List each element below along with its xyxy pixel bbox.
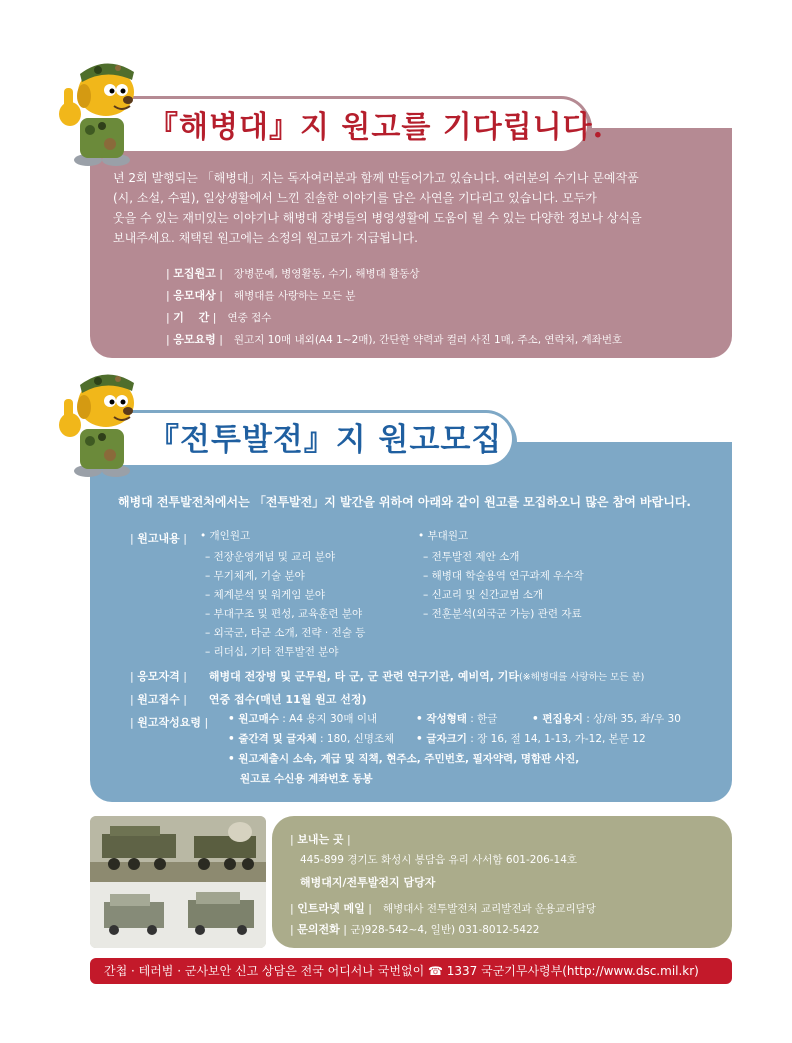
receipt-label: 원고접수 xyxy=(137,693,180,706)
email-value: 해병대사 전투발전처 교리발전과 운용교리담당 xyxy=(383,903,596,915)
military-vehicle-photos xyxy=(90,816,266,948)
personal-item: – 무기체계, 기술 분야 xyxy=(205,570,305,582)
unit-item: – 해병대 학술용역 연구과제 우수작 xyxy=(423,570,584,582)
security-report-text: 간첩 · 테러범 · 군사보안 신고 상담은 전국 어디서나 국번없이 ☎ 1337 국군기무사령부(http://www.dsc.mil.kr) xyxy=(104,964,699,978)
email-label: 인트라넷 메일 xyxy=(297,902,365,915)
phone-row: | 문의전화 | 군)928-542~4, 일반) 031-8012-5422 xyxy=(290,923,540,936)
info-value: 원고지 10매 내외(A4 1~2매), 간단한 약력과 컬러 사진 1매, 주소, 연락처, 계좌번호 xyxy=(233,334,623,346)
military-vehicle-photo-icon xyxy=(90,816,266,948)
section1-intro-line: 보내주세요. 채택된 원고에는 소정의 원고료가 지급됩니다. xyxy=(113,231,418,245)
section1-intro-line: 웃을 수 있는 재미있는 이야기나 해병대 장병들의 병영생활에 도움이 될 수 있는 다양한 정보나 상식을 xyxy=(113,211,642,225)
info-label: 응모요령 xyxy=(173,333,216,346)
info-label: 모집원고 xyxy=(173,267,216,280)
personal-item: – 외국군, 타군 소개, 전략 · 전술 등 xyxy=(205,627,366,639)
content-label: 원고내용 xyxy=(137,532,180,545)
info-value: 해병대를 사랑하는 모든 분 xyxy=(233,290,356,302)
personal-item: – 전장운영개념 및 교리 분야 xyxy=(205,551,336,563)
send-label-row: | 보내는 곳 | xyxy=(290,833,351,846)
section1-intro-line: (시, 소설, 수필), 일상생활에서 느낀 진솔한 이야기를 담은 사연을 기다리고 있습니다. 모두가 xyxy=(113,191,597,205)
section2-title: 『전투발전』지 원고모집 xyxy=(148,422,503,458)
qualification-label: 응모자격 xyxy=(137,670,180,683)
guide-submit-line: • 원고제출시 소속, 계급 및 직책, 현주소, 주민번호, 필자약력, 명함판 사진, xyxy=(228,753,580,765)
unit-item: – 신교리 및 신간교범 소개 xyxy=(423,589,544,601)
email-row: | 인트라넷 메일 | 해병대사 전투발전처 교리발전과 운용교리담당 xyxy=(290,902,596,915)
info-value: 장병문예, 병영활동, 수기, 해병대 활동상 xyxy=(233,268,420,280)
qualification-note: (※해병대를 사랑하는 모든 분) xyxy=(518,672,645,683)
info-value: 연중 접수 xyxy=(227,312,272,324)
content-label-row: | 원고내용 | xyxy=(130,532,187,545)
phone-value: 군)928-542~4, 일반) 031-8012-5422 xyxy=(350,924,540,936)
mail-address: 445-899 경기도 화성시 봉담읍 유리 사서함 601-206-14호 xyxy=(300,854,578,866)
qualification-row: | 응모자격 | 해병대 전장병 및 군무원, 타 군, 군 관련 연구기관, 예비역, 기타(※해병대를 사랑하는 모든 분) xyxy=(130,670,645,683)
mascot-thumbs-up-icon xyxy=(58,52,142,168)
receipt-row: | 원고접수 | 연중 접수(매년 11월 원고 선정) xyxy=(130,693,367,706)
unit-header: • 부대원고 xyxy=(418,530,469,542)
personal-header: • 개인원고 xyxy=(200,530,251,542)
personal-item: – 부대구조 및 편성, 교육훈련 분야 xyxy=(205,608,363,620)
guide-item: • 줄간격 및 글자체 : 180, 신명조체 xyxy=(228,733,395,745)
section2-intro: 해병대 전투발전처에서는 「전투발전」지 발간을 위하여 아래와 같이 원고를 모집하오니 많은 참여 바랍니다. xyxy=(118,495,691,509)
info-row: | 응모대상 | 해병대를 사랑하는 모든 분 xyxy=(166,289,356,302)
info-row: | 응모요령 | 원고지 10매 내외(A4 1~2매), 간단한 약력과 컬러 사진 1매, 주소, 연락처, 계좌번호 xyxy=(166,333,623,346)
info-label: 기 간 xyxy=(173,311,210,324)
info-row: | 기 간 | 연중 접수 xyxy=(166,311,272,324)
mascot-thumbs-up-icon xyxy=(58,362,142,480)
contact-department: 해병대지/전투발전지 담당자 xyxy=(300,876,436,889)
unit-item: – 전훈분석(외국군 가능) 관련 자료 xyxy=(423,608,582,620)
qualification-value: 해병대 전장병 및 군무원, 타 군, 군 관련 연구기관, 예비역, 기타 xyxy=(208,670,519,683)
guide-item: • 작성형태 : 한글 xyxy=(416,713,498,725)
guide-label-row: | 원고작성요령 | xyxy=(130,716,209,729)
section1-intro-line: 년 2회 발행되는 「해병대」지는 독자여러분과 함께 만들어가고 있습니다. 여러분의 수기나 문예작품 xyxy=(113,171,639,185)
phone-label: 문의전화 xyxy=(297,923,340,936)
guide-label: 원고작성요령 xyxy=(137,716,201,729)
send-label: 보내는 곳 xyxy=(297,833,344,846)
section1-title: 『해병대』지 원고를 기다립니다. xyxy=(148,110,605,145)
guide-submit-line: 원고료 수신용 계좌번호 동봉 xyxy=(240,773,373,785)
guide-item: • 원고매수 : A4 용지 30매 이내 xyxy=(228,713,378,725)
personal-item: – 리더십, 기타 전투발전 분야 xyxy=(205,646,339,658)
guide-item: • 편집용지 : 상/하 35, 좌/우 30 xyxy=(532,713,681,725)
guide-item: • 글자크기 : 장 16, 절 14, 1-13, 가-12, 본문 12 xyxy=(416,733,646,745)
receipt-value: 연중 접수(매년 11월 원고 선정) xyxy=(208,693,367,706)
unit-item: – 전투발전 제안 소개 xyxy=(423,551,520,563)
info-label: 응모대상 xyxy=(173,289,216,302)
info-row: | 모집원고 | 장병문예, 병영활동, 수기, 해병대 활동상 xyxy=(166,267,420,280)
personal-item: – 체계분석 및 워게임 분야 xyxy=(205,589,326,601)
